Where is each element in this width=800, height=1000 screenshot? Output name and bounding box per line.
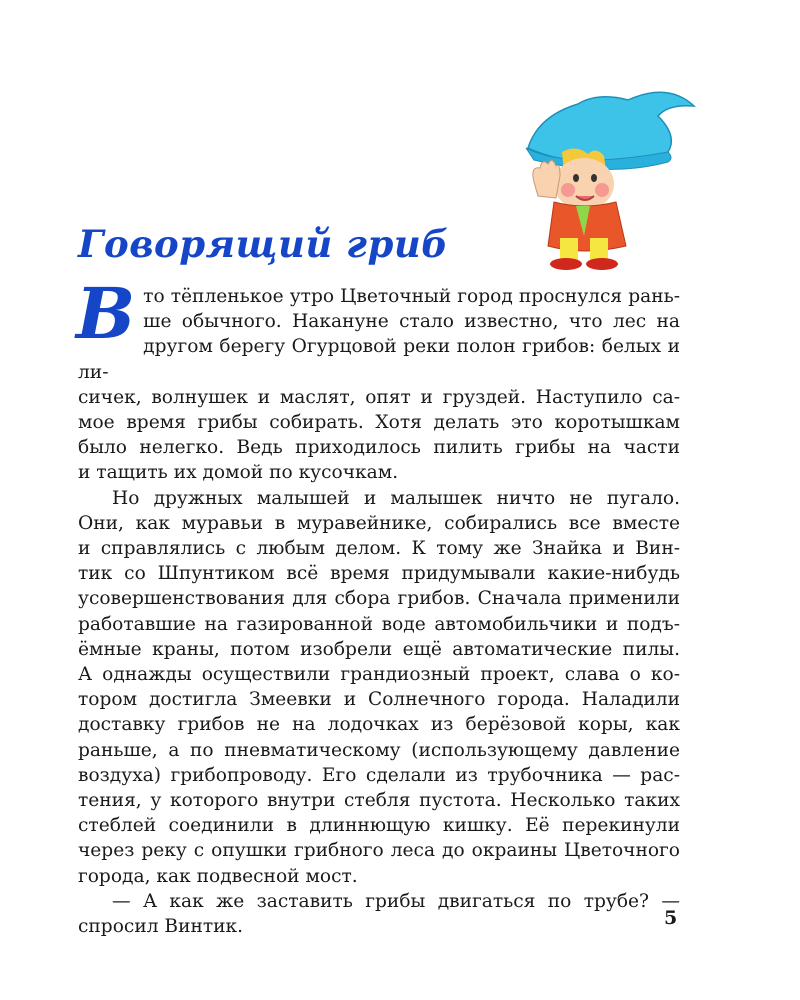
text-line: и справлялись с любым делом. К тому же Знайка и Вин- xyxy=(78,538,680,560)
text-line: тик со Шпунтиком всё время придумывали какие-нибудь xyxy=(78,563,680,585)
text-line: тором достигла Змеевки и Солнечного города. Наладили xyxy=(78,689,680,711)
text-line: было нелегко. Ведь приходилось пилить грибы на части xyxy=(78,437,680,459)
text-line: через реку с опушки грибного леса до окраины Цветочного xyxy=(78,840,680,862)
text-line: работавшие на газированной воде автомобильчики и подъ- xyxy=(78,613,680,635)
text-line: — А как же заставить грибы двигаться по трубе? — xyxy=(112,890,680,912)
text-line: то тёпленькое утро Цветочный город проснулся рань- xyxy=(143,286,680,307)
text-line: стеблей соединили в длиннющую кишку. Её перекинули xyxy=(78,815,680,837)
paragraph-3 xyxy=(78,889,680,939)
text-line: Они, как муравьи в муравейнике, собирались все вместе xyxy=(78,512,680,534)
text-line: другом берегу Огурцовой реки полон грибов: белых и ли- xyxy=(78,336,680,383)
text-line: Но дружных малышей и малышек ничто не пугало. xyxy=(112,487,680,509)
text-line: тения, у которого внутри стебля пустота. Несколько таких xyxy=(78,790,680,812)
text-line: доставку грибов не на лодочках из берёзовой коры, как xyxy=(78,714,680,736)
text-line: ше обычного. Накануне стало известно, что лес на xyxy=(143,311,680,333)
text-line: усовершенствования для сбора грибов. Сначала применили xyxy=(78,588,680,610)
paragraph-2 xyxy=(78,486,680,889)
text-line: ёмные краны, потом изобрели ещё автоматические пилы. xyxy=(78,638,680,660)
text-line: города, как подвесной мост. xyxy=(78,865,358,887)
text-line: мое время грибы собирать. Хотя делать это коротышкам xyxy=(78,412,680,434)
text-line: раньше, а по пневматическому (использующему давление xyxy=(78,739,680,761)
text-line: А однажды осуществили грандиозный проект, слава о ко- xyxy=(78,664,680,686)
text-line: воздуха) грибопроводу. Его сделали из трубочника — рас- xyxy=(78,764,680,786)
gnome-illustration xyxy=(518,86,698,272)
text-line: сичек, волнушек и маслят, опят и груздей. Наступило са- xyxy=(78,386,680,408)
page-number: 5 xyxy=(664,907,678,929)
paragraph-1 xyxy=(76,272,680,486)
text-line: и тащить их домой по кусочкам. xyxy=(78,462,399,484)
page-title: Говорящий гриб xyxy=(78,222,449,266)
text-line: спросил Винтик. xyxy=(78,916,244,938)
drop-cap: В xyxy=(76,272,136,355)
story-text xyxy=(76,272,680,939)
